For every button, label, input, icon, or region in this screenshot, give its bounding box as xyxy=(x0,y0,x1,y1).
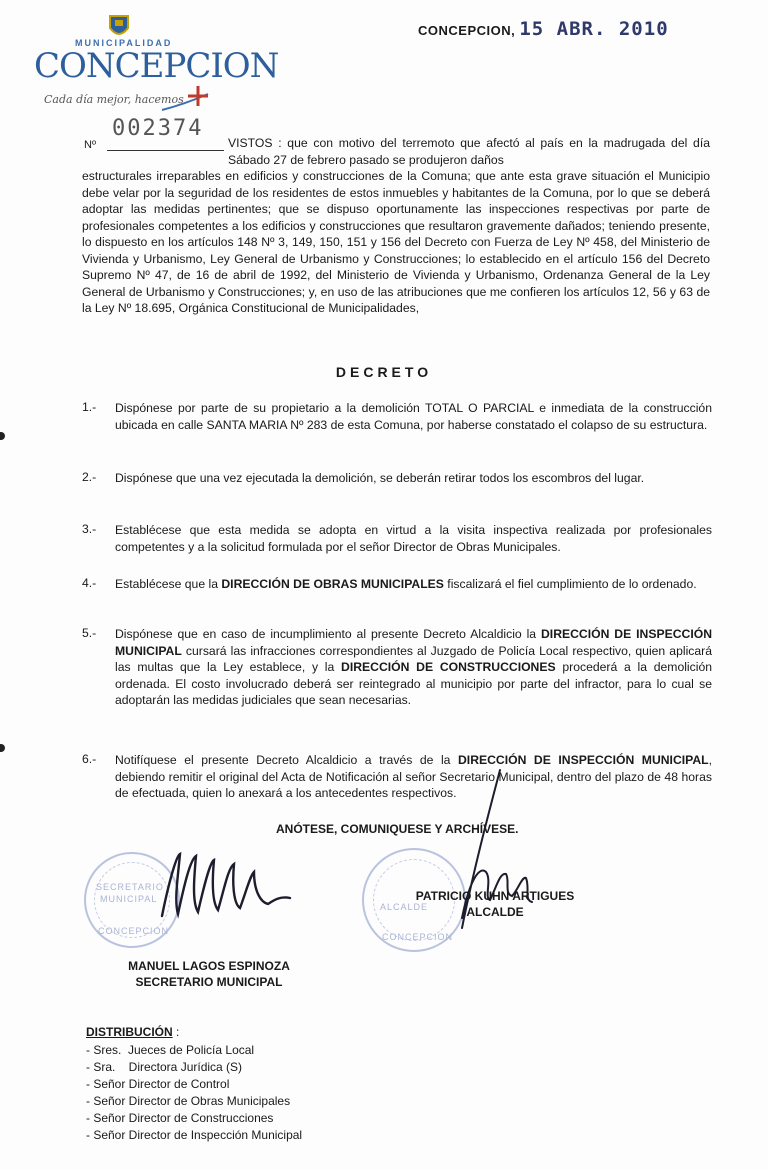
distribution-list xyxy=(86,1042,302,1144)
item-text-part: Establécese que esta medida se adopta en virtud a la visita inspectiva realizada por profesionales competentes y a la solicitud formulada por el señor Director de Obras Municipales. xyxy=(115,523,712,554)
item-text xyxy=(115,626,712,709)
item-text-part: Dispónese que una vez ejecutada la demolición, se deberán retirar todos los escombros del lugar. xyxy=(115,471,645,485)
vistos-body: estructurales irreparables en edificios y construcciones de la Comuna; que ante esta grave situación el Municipio debe velar por la seguridad de los residentes de estos inmuebles y habitantes de la Comuna, por lo que se deberá adoptar las medidas pertinentes; que se dispuso oportunamente las inspecciones respectivas por parte de profesionales competentes a los edificios y construcciones que resultaron gravemente dañados; teniendo presente, lo dispuesto en los artículos 148 Nº 3, 149, 150, 151 y 156 del Decreto con Fuerza de Ley Nº 458, del Ministerio de Vivienda y Urbanismo, Ley General de Urbanismo y Construcciones; lo establecido en el artículo 156 del Decreto Supremo Nº 47, de 16 de abril de 1992, del Ministerio de Vivienda y Urbanismo, Ordenanza General de la Ley General de Urbanismo y Construcciones; y, en uso de las atribuciones que me confieren los artículos 12, 56 y 63 de la Ley Nº 18.695, Orgánica Constitucional de Municipalidades, xyxy=(82,169,710,315)
seal-text-bottom: CONCEPCION xyxy=(98,926,170,936)
item-text xyxy=(115,576,712,593)
punch-hole xyxy=(0,744,5,752)
item-number: 4.- xyxy=(82,576,97,590)
punch-hole xyxy=(0,432,5,440)
logo-slogan: Cada día mejor, hacemos xyxy=(44,93,184,106)
item-text-part: fiscalizará el fiel cumplimiento de lo ordenado. xyxy=(443,577,697,591)
distribution-colon: : xyxy=(172,1025,180,1039)
logo-municipalidad: MUNICIPALIDAD xyxy=(75,38,173,48)
item-text-part: Notifíquese el presente Decreto Alcaldicio a través de la xyxy=(115,753,458,767)
distribution-heading xyxy=(86,1025,179,1039)
city-label: CONCEPCION, xyxy=(418,23,516,38)
logo-concepcion: CONCEPCION xyxy=(34,46,279,86)
secretary-name: MANUEL LAGOS ESPINOZA xyxy=(128,959,290,973)
seal-text-top: SECRETARIO xyxy=(96,882,164,892)
item-text-part: cursará las infracciones correspondientes al Juzgado de Policía Local respectivo, quien aplicará las multas que la Ley establece, y la xyxy=(115,643,712,674)
mayor-name: PATRICIO KUHN ARTIGUES xyxy=(415,889,575,903)
number-label: Nº xyxy=(84,139,96,151)
item-text-bold: DIRECCIÓN DE INSPECCIÓN MUNICIPAL xyxy=(458,753,709,767)
date-line xyxy=(418,18,669,40)
item-text-bold: DIRECCIÓN DE OBRAS MUNICIPALES xyxy=(221,577,444,591)
distribution-item: - Señor Director de Inspección Municipal xyxy=(86,1128,303,1142)
date-stamp: 15 ABR. 2010 xyxy=(519,18,669,40)
distribution-item: - Señor Director de Control xyxy=(86,1077,230,1091)
item-text-part: Establécese que la xyxy=(115,577,222,591)
item-text-part: , debiendo remitir el original del Acta de Notificación al señor Secretario Municipal, dentro del plazo de 48 horas de efectuada, quien lo anexará a los antecedentes respectivos. xyxy=(115,753,712,800)
item-text-part: procederá a la demolición ordenada. El costo involucrado deberá ser reintegrado al municipio por parte del infractor, para lo cual se adoptarán las medidas judiciales que sean necesarias. xyxy=(115,660,712,707)
item-text xyxy=(115,400,712,433)
item-number: 1.- xyxy=(82,400,97,414)
coat-of-arms-icon xyxy=(108,14,130,40)
seal-text-mid: MUNICIPAL xyxy=(100,894,158,904)
vistos-paragraph xyxy=(82,135,710,317)
distribution-item: - Sres. Jueces de Policía Local xyxy=(86,1043,255,1057)
item-number: 2.- xyxy=(82,470,97,484)
distribution-item: - Señor Director de Construcciones xyxy=(86,1111,274,1125)
vistos-first-line: VISTOS : que con motivo del terremoto que afectó al país en la madrugada del día Sábado 27 de febrero pasado se produjeron daños xyxy=(228,136,710,167)
decreto-title: DECRETO xyxy=(335,364,433,380)
item-text-bold: DIRECCIÓN DE CONSTRUCCIONES xyxy=(341,660,556,674)
distribution-item: - Sra. Directora Jurídica (S) xyxy=(86,1060,243,1074)
distribution-item: - Señor Director de Obras Municipales xyxy=(86,1094,291,1108)
secretary-signature-icon xyxy=(150,846,310,922)
mayor-title: ALCALDE xyxy=(466,905,524,919)
item-text-part: Dispónese que en caso de incumplimiento al presente Decreto Alcaldicio la xyxy=(115,627,541,641)
seal-text-bottom: CONCEPCION xyxy=(382,932,454,942)
closing-formula: ANÓTESE, COMUNIQUESE Y ARCHÍVESE. xyxy=(276,822,519,836)
item-text-part: Dispónese por parte de su propietario a la demolición TOTAL O PARCIAL e inmediata de la construcción ubicada en calle SANTA MARIA Nº 283 de esta Comuna, por haberse constatado el colapso de su estructura. xyxy=(115,401,712,432)
item-text xyxy=(115,522,712,555)
item-text-bold: DIRECCIÓN DE INSPECCIÓN MUNICIPAL xyxy=(115,627,712,658)
item-number: 3.- xyxy=(82,522,97,536)
secretary-signature-block xyxy=(104,958,314,990)
item-number: 6.- xyxy=(82,752,97,766)
distribution-title: DISTRIBUCIÓN xyxy=(86,1025,173,1039)
item-text xyxy=(115,470,712,487)
item-number: 5.- xyxy=(82,626,97,640)
secretary-title: SECRETARIO MUNICIPAL xyxy=(135,975,283,989)
seal-text-mid: ALCALDE xyxy=(380,902,429,912)
item-text xyxy=(115,752,712,802)
decree-number-stamp: 002374 xyxy=(112,116,204,141)
mayor-signature-block xyxy=(400,888,590,920)
